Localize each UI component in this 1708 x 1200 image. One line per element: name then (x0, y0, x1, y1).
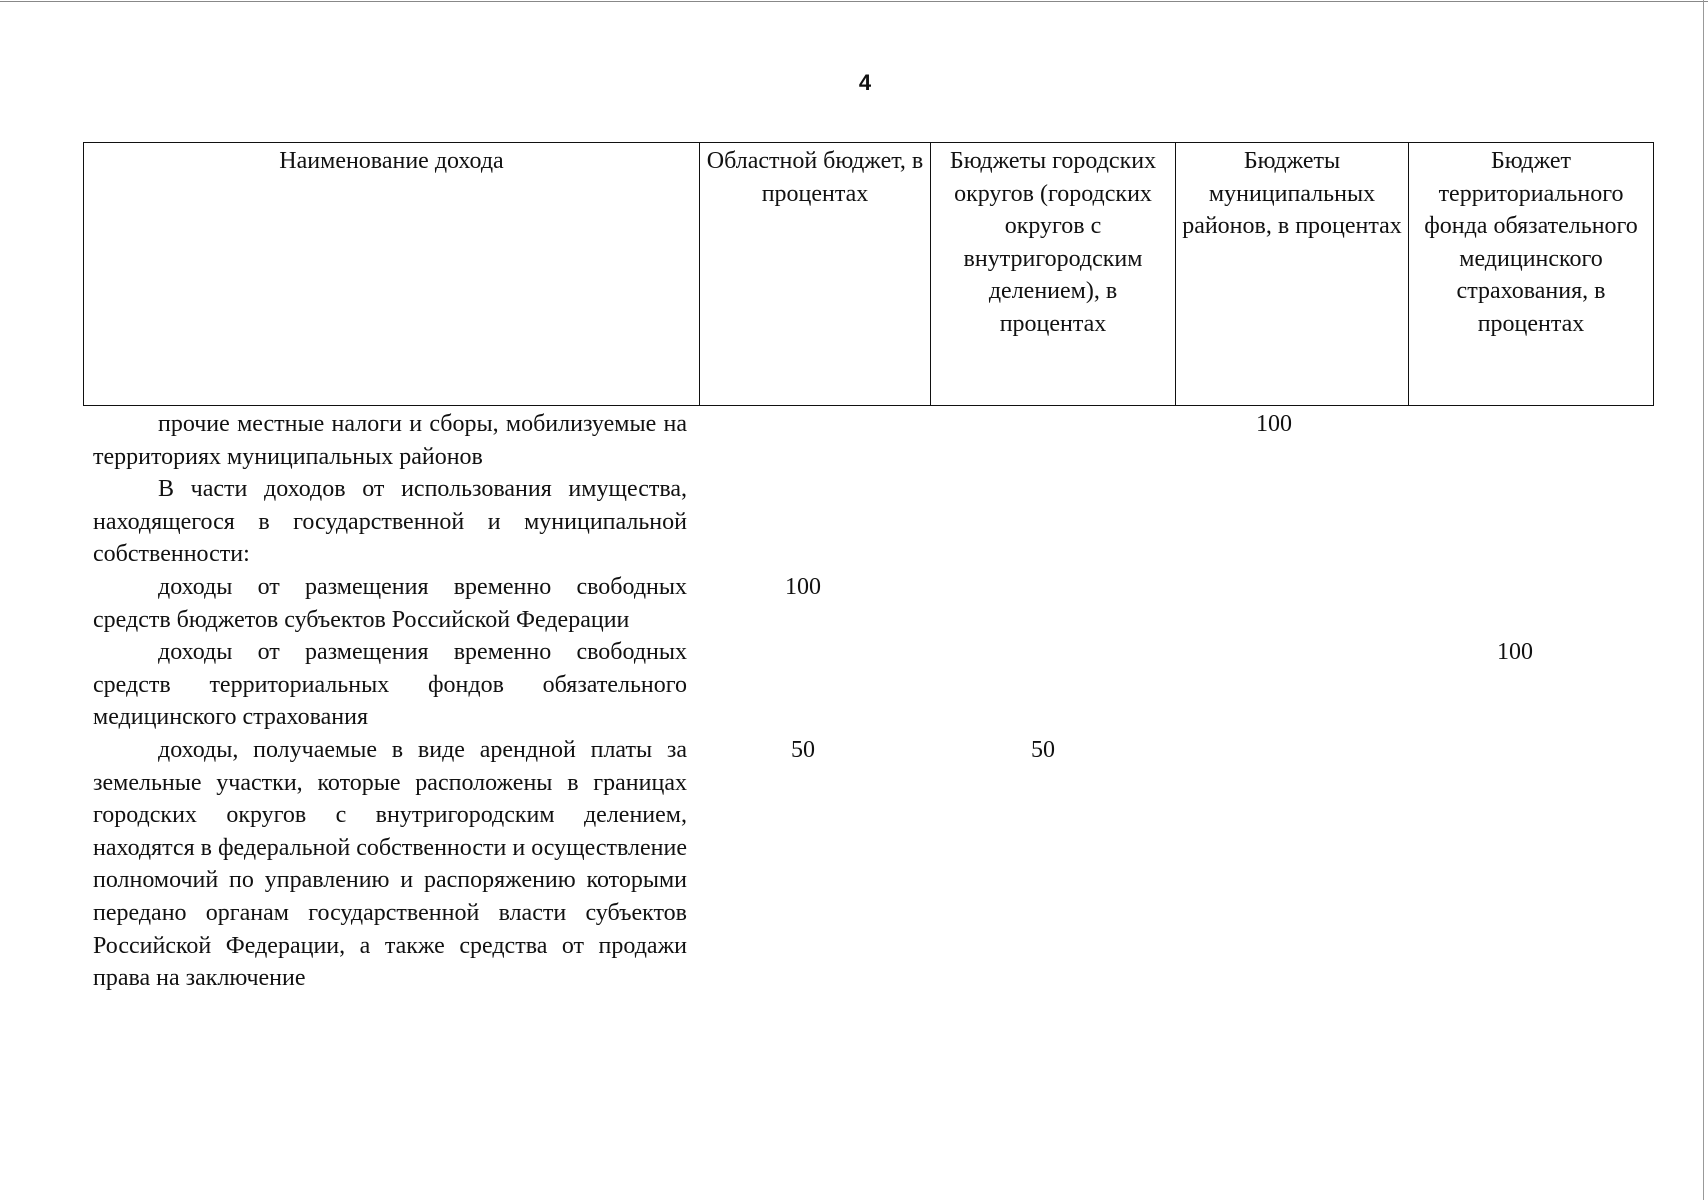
header-city-district-budgets: Бюджеты городских округов (городских округов с внутригородским делением), в процентах (931, 143, 1176, 406)
city-districts-value: 50 (1031, 736, 1055, 763)
income-name: доходы от размещения временно свободных средств бюджетов субъектов Российской Федерации (93, 573, 687, 633)
income-name: доходы от размещения временно свободных средств территориальных фондов обязательного медицинского страхования (93, 639, 687, 731)
header-medical-fund-budget: Бюджет территориального фонда обязательного медицинского страхования, в процентах (1409, 143, 1654, 406)
table-body (93, 408, 1653, 995)
regional-value: 100 (785, 573, 821, 600)
table-row (93, 408, 1653, 473)
table-row (93, 734, 1653, 995)
scan-right-border (1703, 0, 1704, 1200)
page-number: 4 (858, 70, 872, 95)
regional-value: 50 (791, 736, 815, 763)
table-row (93, 636, 1653, 734)
table-row (93, 571, 1653, 636)
table-row (93, 473, 1653, 571)
header-municipal-district-budgets: Бюджеты муниципальных районов, в процентах (1176, 143, 1409, 406)
revenue-table-header (83, 142, 1654, 406)
income-name: прочие местные налоги и сборы, мобилизуемые на территориях муниципальных районов (93, 411, 687, 470)
header-income-name: Наименование дохода (84, 143, 700, 406)
income-name: В части доходов от использования имущества, находящегося в государственной и муниципальной собственности: (93, 476, 687, 568)
medical-fund-value: 100 (1497, 639, 1533, 666)
header-regional-budget: Областной бюджет, в процентах (700, 143, 931, 406)
scan-top-border (0, 1, 1708, 2)
municipal-districts-value: 100 (1256, 411, 1292, 437)
income-name: доходы, получаемые в виде арендной платы за земельные участки, которые расположены в границах городских округов с внутригородским делением, находятся в федеральной собственности и осуществление полномочий по управлению и распоряжению которыми передано органам государственной власти субъектов Российской Федерации, а также средства от продажи права на заключение (93, 736, 687, 992)
